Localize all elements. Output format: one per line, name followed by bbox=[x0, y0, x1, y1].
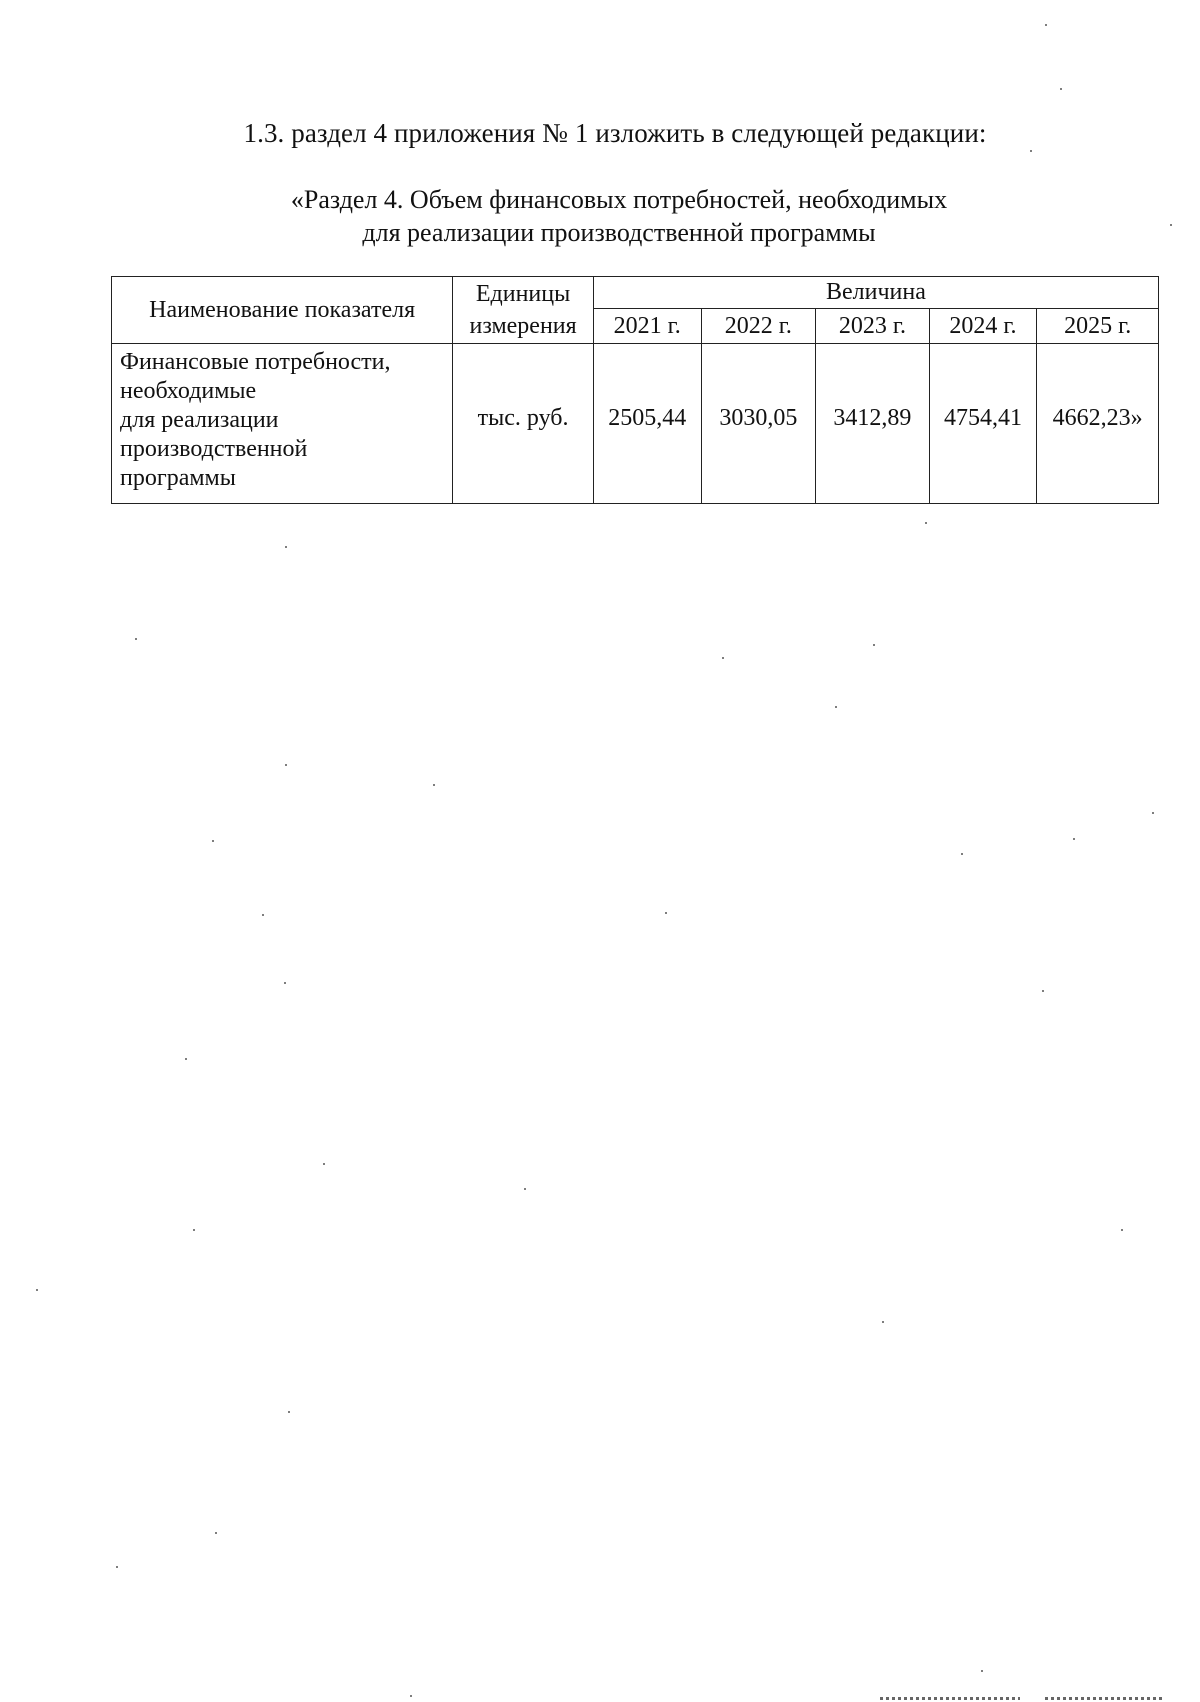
scan-speck bbox=[323, 1163, 325, 1165]
scan-speck bbox=[284, 982, 286, 984]
scan-speck bbox=[212, 840, 214, 842]
header-value: Величина bbox=[593, 277, 1158, 309]
header-year-2021: 2021 г. bbox=[593, 309, 701, 344]
scan-speck bbox=[433, 784, 435, 786]
header-year-2022: 2022 г. bbox=[701, 309, 816, 344]
scan-speck bbox=[135, 638, 137, 640]
scan-speck bbox=[722, 657, 724, 659]
scan-speck bbox=[285, 546, 287, 548]
row-unit: тыс. руб. bbox=[453, 344, 594, 504]
header-unit-line-1: Единицы bbox=[475, 281, 571, 307]
scan-speck bbox=[882, 1321, 884, 1323]
table-header-row bbox=[112, 277, 1159, 309]
value-2022: 3030,05 bbox=[701, 344, 816, 504]
scan-speck bbox=[1030, 150, 1032, 152]
scan-speck bbox=[215, 1532, 217, 1534]
scan-speck bbox=[1060, 88, 1062, 90]
row-name-line: производственной bbox=[120, 436, 308, 462]
row-name-line: необходимые bbox=[120, 378, 257, 404]
row-name-line: Финансовые потребности, bbox=[120, 349, 391, 375]
scan-speck bbox=[1121, 1229, 1123, 1231]
row-name-line: программы bbox=[120, 465, 236, 491]
financial-needs-table bbox=[111, 276, 1159, 504]
scan-speck bbox=[1042, 990, 1044, 992]
scan-speck bbox=[285, 764, 287, 766]
scan-speck bbox=[665, 912, 667, 914]
header-year-2023: 2023 г. bbox=[816, 309, 930, 344]
scan-speck bbox=[410, 1695, 412, 1697]
scan-speck bbox=[185, 1058, 187, 1060]
scan-speck bbox=[981, 1670, 983, 1672]
header-indicator-name: Наименование показателя bbox=[112, 277, 453, 344]
scan-speck bbox=[835, 706, 837, 708]
scan-speck bbox=[873, 644, 875, 646]
row-name-line: для реализации bbox=[120, 407, 279, 433]
scan-speck bbox=[1152, 812, 1154, 814]
scan-speck bbox=[36, 1289, 38, 1291]
scan-speck bbox=[288, 1411, 290, 1413]
section-title-line-2: для реализации производственной программы bbox=[362, 218, 876, 247]
intro-line: 1.3. раздел 4 приложения № 1 изложить в следующей редакции: bbox=[243, 118, 987, 148]
scan-speck bbox=[1073, 838, 1075, 840]
section-title-line-1: «Раздел 4. Объем финансовых потребностей, необходимых bbox=[290, 185, 948, 214]
scan-edge-mark bbox=[880, 1697, 1020, 1700]
scan-speck bbox=[1045, 24, 1047, 26]
scan-edge-mark bbox=[1045, 1697, 1165, 1700]
scan-speck bbox=[116, 1566, 118, 1568]
value-2024: 4754,41 bbox=[929, 344, 1037, 504]
value-2025: 4662,23» bbox=[1037, 344, 1159, 504]
scan-speck bbox=[524, 1188, 526, 1190]
scan-speck bbox=[262, 914, 264, 916]
scan-speck bbox=[961, 853, 963, 855]
section-title bbox=[0, 183, 1200, 249]
scan-speck bbox=[1170, 224, 1172, 226]
scan-speck bbox=[193, 1229, 195, 1231]
header-year-2024: 2024 г. bbox=[929, 309, 1037, 344]
header-year-2025: 2025 г. bbox=[1037, 309, 1159, 344]
header-unit-line-2: измерения bbox=[469, 313, 577, 339]
value-2023: 3412,89 bbox=[816, 344, 930, 504]
table-row bbox=[112, 344, 1159, 504]
header-unit bbox=[453, 277, 594, 344]
value-2021: 2505,44 bbox=[593, 344, 701, 504]
row-indicator-name bbox=[112, 344, 453, 504]
scan-speck bbox=[925, 522, 927, 524]
